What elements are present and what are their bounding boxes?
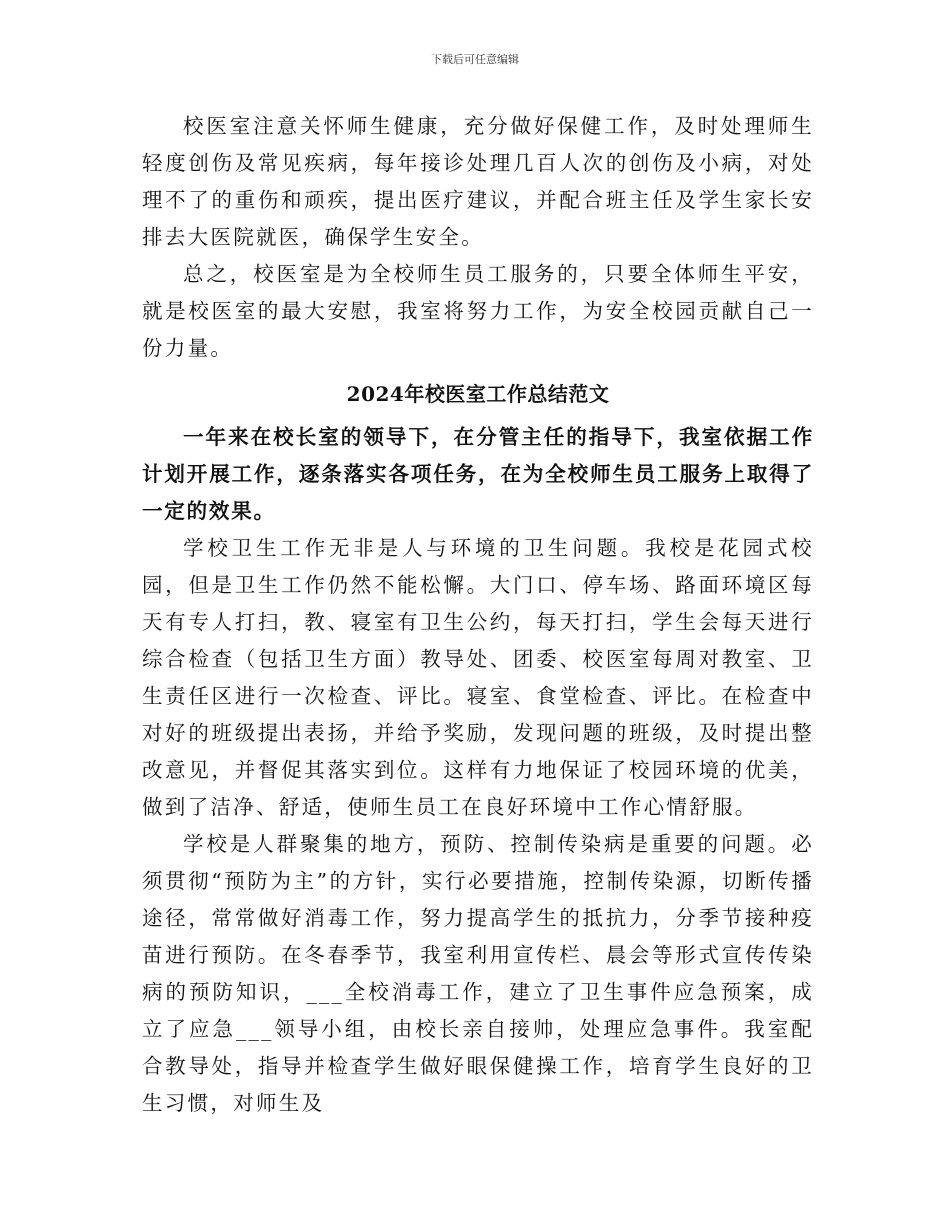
paragraph-disease-prevention: 学校是人群聚集的地方，预防、控制传染病是重要的问题。必须贯彻“预防为主”的方针，实行必要措施，控制传染源，切断传播途径，常常做好消毒工作，努力提高学生的抵抗力，分季节接种疫苗进行预防。在冬春季节，我室利用宣传栏、晨会等形式宣传传染病的预防知识，___全校消毒工作，建立了卫生事件应急预案，成立了应急___领导小组，由校长亲自接帅，处理应急事件。我室配合教导处，指导并检查学生做好眼保健操工作，培育学生良好的卫生习惯，对师生及 (142, 832, 814, 1115)
paragraph-summary: 总之，校医室是为全校师生员工服务的，只要全体师生平安，就是校医室的最大安慰，我室将努力工作，为安全校园贡献自己一份力量。 (142, 262, 814, 360)
page-header: 下载后可任意编辑 (431, 53, 519, 66)
document-body (142, 108, 814, 1122)
paragraph-hygiene: 学校卫生工作无非是人与环境的卫生问题。我校是花园式校园，但是卫生工作仍然不能松懈。大门口、停车场、路面环境区每天有专人打扫，教、寝室有卫生公约，每天打扫，学生会每天进行综合检查（包括卫生方面）教导处、团委、校医室每周对教室、卫生责任区进行一次检查、评比。寝室、食堂检查、评比。在检查中对好的班级提出表扬，并给予奖励，发现问题的班级，及时提出整改意见，并督促其落实到位。这样有力地保证了校园环境的优美，做到了洁净、舒适，使师生员工在良好环境中工作心情舒服。 (142, 536, 814, 819)
document-title: 2024年校医室工作总结范文 (346, 382, 610, 406)
paragraph-medical-care: 校医室注意关怀师生健康，充分做好保健工作，及时处理师生轻度创伤及常见疾病，每年接诊处理几百人次的创伤及小病，对处理不了的重伤和顽疾，提出医疗建议，并配合班主任及学生家长安排去大医院就医，确保学生安全。 (142, 114, 814, 249)
paragraph-intro: 一年来在校长室的领导下，在分管主任的指导下，我室依据工作计划开展工作，逐条落实各项任务，在为全校师生员工服务上取得了一定的效果。 (142, 425, 814, 523)
